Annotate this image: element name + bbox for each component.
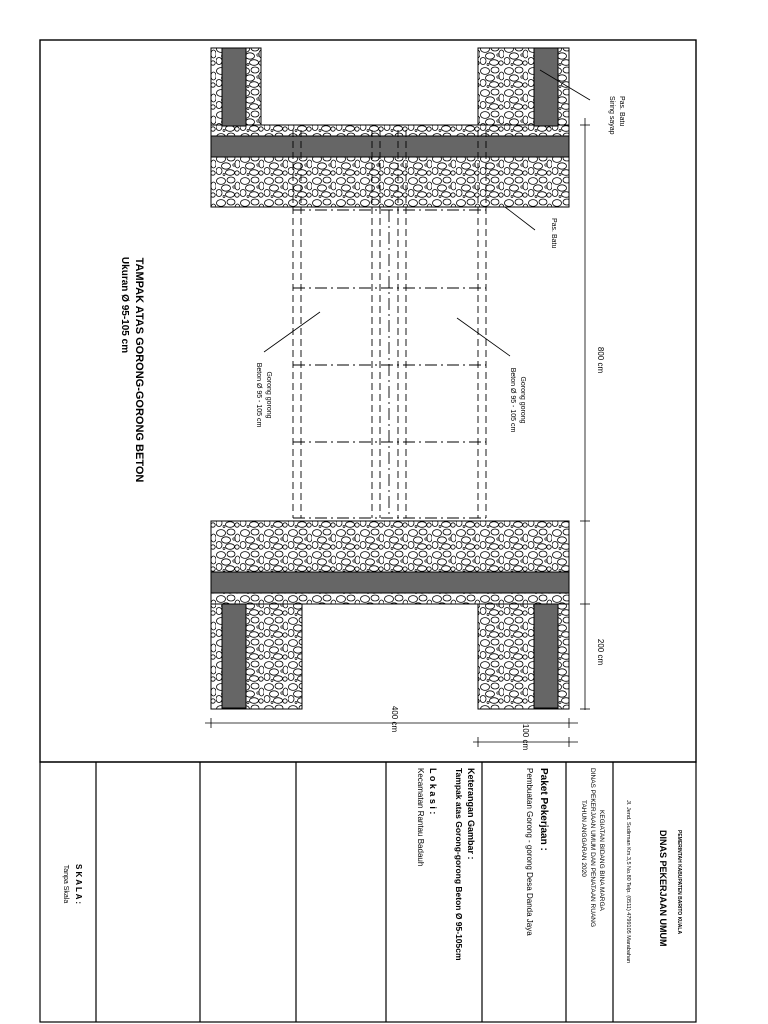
lokasi-value: Kecamatan Rantau Badauh	[416, 768, 425, 867]
bottom-right-wingwall	[478, 604, 569, 709]
label-gorong-right-2: Beton Ø 95 - 105 cm	[509, 367, 516, 433]
culvert-segment-lines	[293, 210, 486, 518]
paket-value: Pembuatan Gorong - gorong Desa Danda Jaya	[525, 768, 534, 936]
label-pas-batu-sirip: Pas. Batu	[618, 96, 625, 127]
label-siring-sayap: Siring sayap	[608, 96, 615, 135]
dim-length-label: 800 cm	[596, 346, 605, 374]
top-left-wingwall	[211, 48, 261, 126]
top-headwall	[211, 125, 569, 207]
label-gorong-left-1: Gorong gorong	[265, 371, 272, 419]
label-pas-batu: Pas. Batu	[550, 218, 557, 249]
dim-thickness-label: 100 cm	[521, 723, 530, 751]
title-block	[40, 762, 696, 1022]
dim-wing-label: 200 cm	[596, 638, 605, 666]
bottom-headwall	[211, 521, 569, 604]
top-right-wingwall	[478, 48, 569, 126]
keterangan-value: Tampak atas Gorong-gorong Beton Ø 95-105cm	[454, 768, 464, 961]
org-small: PEMERINTAH KABUPATEN BARITO KUALA	[676, 830, 682, 935]
kegiatan-line-2: DINAS PEKERJAAN UMUM DAN PENATAAN RUANG	[589, 768, 596, 928]
label-gorong-left-2: Beton Ø 95 - 105 cm	[255, 362, 262, 428]
drawing-title: TAMPAK ATAS GORONG-GORONG BETON	[133, 257, 145, 483]
skala-value: Tanpa Skala	[62, 864, 69, 904]
kegiatan-line-1: KEGIATAN BIDANG BINA MARGA	[598, 810, 605, 911]
skala-label: S K A L A :	[74, 864, 83, 904]
bottom-left-wingwall	[211, 604, 302, 709]
dim-width-label: 400 cm	[390, 705, 399, 733]
label-gorong-right-1: Gorong gorong	[519, 376, 526, 424]
kegiatan-line-3: TAHUN ANGGARAN 2020	[580, 800, 587, 877]
org-address: Jl. Jend. Sudirman Km.3,5 No.80 Telp. (0511) 4799105 Marabahan	[625, 800, 631, 964]
keterangan-label: Keterangan Gambar :	[466, 768, 476, 860]
drawing-subtitle: Ukuran Ø 95-105 cm	[119, 256, 130, 354]
paket-label: Paket Pekerjaan :	[538, 768, 549, 851]
lokasi-label: L o k a s i :	[428, 768, 438, 815]
org-dept: DINAS PEKERJAAN UMUM	[658, 830, 668, 947]
